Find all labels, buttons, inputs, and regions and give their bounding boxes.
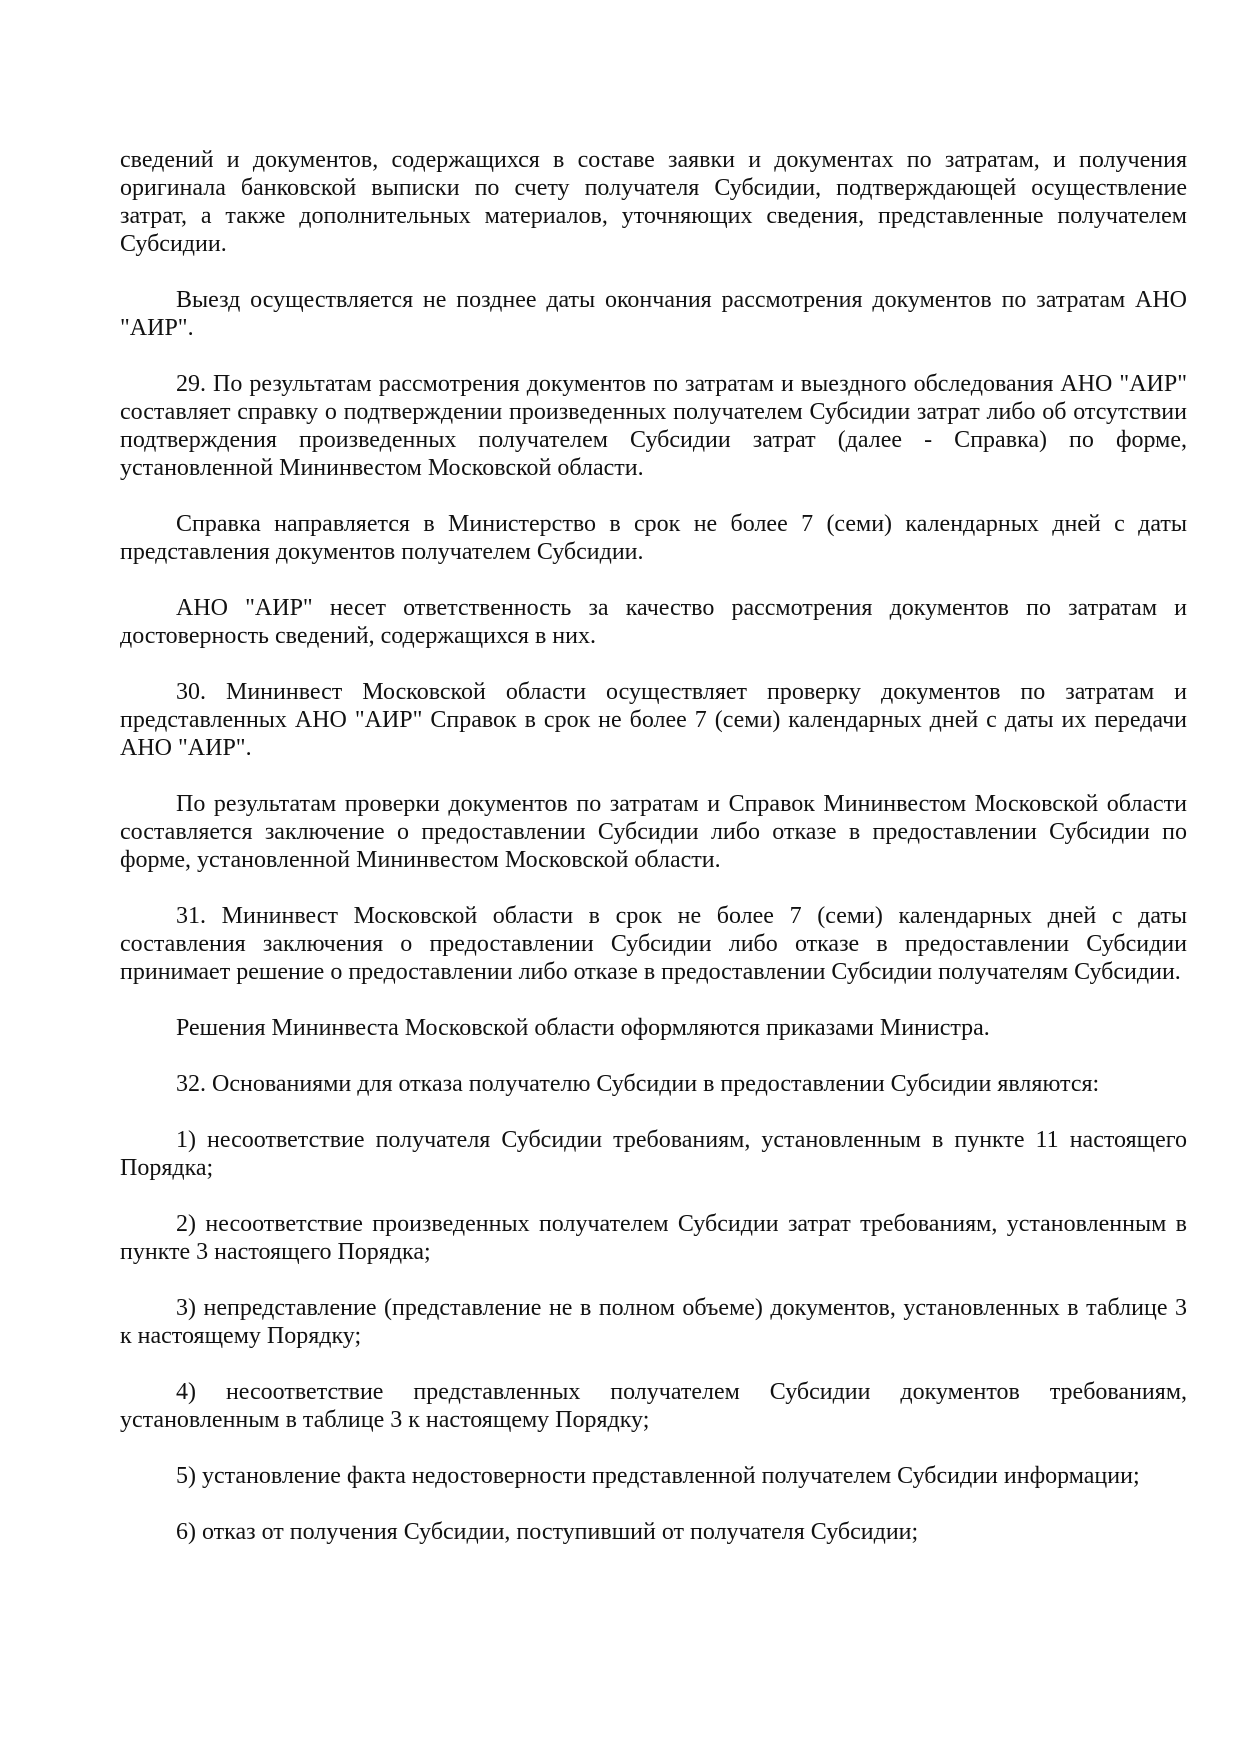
paragraph-item-32: 32. Основаниями для отказа получателю Субсидии в предоставлении Субсидии являются:: [176, 1071, 1100, 1097]
paragraph: Выезд осуществляется не позднее даты окончания рассмотрения документов по затратам АНО "АИР".: [120, 287, 1187, 341]
list-item: 5) установление факта недостоверности представленной получателем Субсидии информации;: [176, 1463, 1140, 1489]
paragraph: Решения Мининвеста Московской области оформляются приказами Министра.: [176, 1015, 990, 1041]
list-item: 2) несоответствие произведенных получателем Субсидии затрат требованиям, установленным в пункте 3 настоящего Порядка;: [120, 1211, 1187, 1265]
list-item: 4) несоответствие представленных получателем Субсидии документов требованиям, установленным в таблице 3 к настоящему Порядку;: [120, 1379, 1187, 1433]
list-item: 1) несоответствие получателя Субсидии требованиям, установленным в пункте 11 настоящего Порядка;: [120, 1127, 1187, 1181]
paragraph-item-31: 31. Мининвест Московской области в срок не более 7 (семи) календарных дней с даты составления заключения о предоставлении Субсидии либо отказе в предоставлении Субсидии принимает решение о предоставлении либо отказе в предоставлении Субсидии получателям Субсидии.: [120, 903, 1187, 985]
list-item: 6) отказ от получения Субсидии, поступивший от получателя Субсидии;: [176, 1519, 919, 1545]
paragraph-continuation: сведений и документов, содержащихся в составе заявки и документах по затратам, и получения оригинала банковской выписки по счету получателя Субсидии, подтверждающей осуществление затрат, а также дополнительных материалов, уточняющих сведения, представленные получателем Субсидии.: [120, 147, 1187, 257]
document-page: [120, 146, 1187, 1574]
paragraph-item-30: 30. Мининвест Московской области осуществляет проверку документов по затратам и представленных АНО "АИР" Справок в срок не более 7 (семи) календарных дней с даты их передачи АНО "АИР".: [120, 679, 1187, 761]
list-item: 3) непредставление (представление не в полном объеме) документов, установленных в таблице 3 к настоящему Порядку;: [120, 1295, 1187, 1349]
paragraph: Справка направляется в Министерство в срок не более 7 (семи) календарных дней с даты представления документов получателем Субсидии.: [120, 511, 1187, 565]
paragraph-item-29: 29. По результатам рассмотрения документов по затратам и выездного обследования АНО "АИР" составляет справку о подтверждении произведенных получателем Субсидии затрат либо об отсутствии подтверждения произведенных получателем Субсидии затрат (далее - Справка) по форме, установленной Мининвестом Московской области.: [120, 371, 1187, 481]
paragraph: АНО "АИР" несет ответственность за качество рассмотрения документов по затратам и достоверность сведений, содержащихся в них.: [120, 595, 1187, 649]
paragraph: По результатам проверки документов по затратам и Справок Мининвестом Московской области составляется заключение о предоставлении Субсидии либо отказе в предоставлении Субсидии по форме, установленной Мининвестом Московской области.: [120, 791, 1187, 873]
